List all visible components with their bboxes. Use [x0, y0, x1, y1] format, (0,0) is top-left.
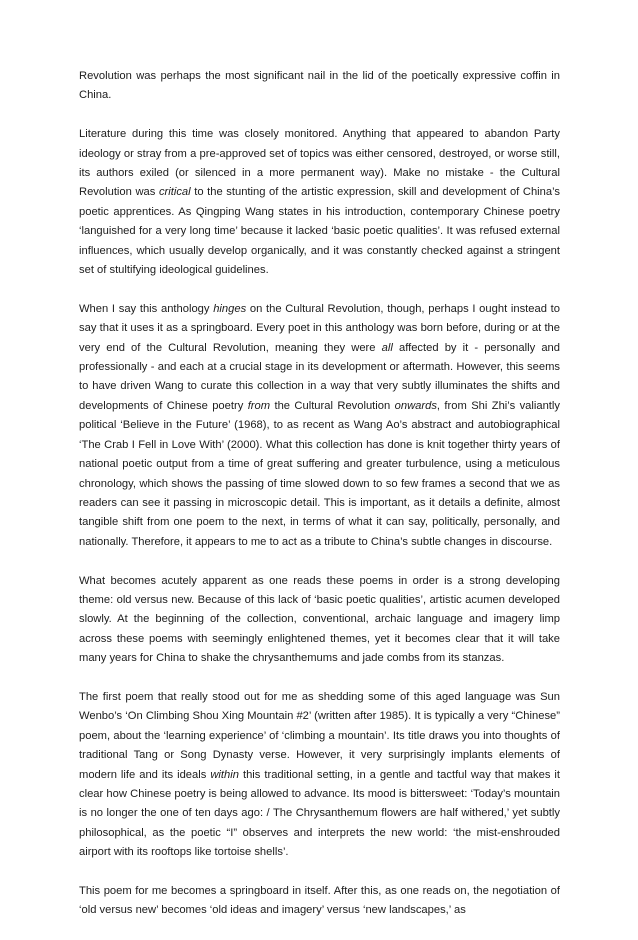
italic-emphasis-text: all [381, 341, 393, 354]
paragraph-text: on the Cultural Revolution, though, perhaps I ought instead to say that it uses it as a springboard. Every poet in this anthology was born before, during or at the very end of the Cultural Revolution, meaning they were [79, 302, 560, 354]
paragraph-text: Revolution was perhaps the most significant nail in the lid of the poetically expressive coffin in China. [79, 70, 560, 102]
body-paragraph [79, 688, 560, 863]
paragraph-text: the Cultural Revolution [270, 399, 395, 412]
paragraph-text: to the stunting of the artistic expression, skill and development of China’s poetic apprentices. As Qingping Wang states in his introduction, contemporary Chinese poetry ‘languished for a very long time’ because it lacked ‘basic poetic qualities’. It was refused external influences, which usually develop organically, and it was constantly checked against a stringent set of stultifying ideological guidelines. [79, 186, 560, 277]
body-paragraph [79, 882, 560, 921]
italic-emphasis-text: onwards [394, 399, 437, 412]
paragraph-text: , from Shi Zhi’s valiantly political ‘Believe in the Future’ (1968), to as recent as Wang Ao’s abstract and autobiographical ‘The Crab I Fell in Love With’ (2000). What this collection has done is knit together thirty years of national poetic output from a time of great suffering and greater turbulence, using a meticulous chronology, which shows the passing of time slowed down to so few frames a second that we as readers can see it passing in microscopic detail. This is important, as it details a definite, almost tangible shift from one poem to the next, in terms of what it can say, politically, personally, and nationally. Therefore, it appears to me to act as a tribute to China’s subtle changes in discourse. [79, 399, 560, 548]
paragraph-text: Literature during this time was closely monitored. Anything that appeared to abandon Party ideology or stray from a pre-approved set of topics was either censored, destroyed, or worse still, its authors exiled (or silenced in a more permanent way). Make no mistake - the Cultural Revolution was [79, 128, 560, 199]
paragraph-text: The first poem that really stood out for me as shedding some of this aged language was Sun Wenbo’s ‘On Climbing Shou Xing Mountain #2’ (written after 1985). It is typically a very “Chinese” poem, about the ‘learning experience’ of ‘climbing a mountain’. Its title draws you into thoughts of traditional Tang or Song Dynasty verse. However, it very surprisingly implants elements of modern life and its ideals [79, 690, 560, 781]
body-paragraph [79, 300, 560, 552]
paragraph-text: affected by it - personally and professionally - and each at a crucial stage in its development or aftermath. However, this seems to have driven Wang to curate this collection in a way that very subtly illuminates the shifts and developments of Chinese poetry [79, 341, 560, 412]
paragraph-text: What becomes acutely apparent as one reads these poems in order is a strong developing theme: old versus new. Because of this lack of ‘basic poetic qualities’, artistic acumen developed slowly. At the beginning of the collection, conventional, archaic language and imagery limp across these poems with seemingly enlightened themes, yet it becomes clear that it will take many years for China to shake the chrysanthemums and jade combs from its stanzas. [79, 574, 560, 665]
italic-emphasis-text: from [247, 399, 271, 412]
body-paragraph [79, 67, 560, 106]
document-page [79, 67, 560, 940]
body-paragraph [79, 125, 560, 280]
paragraph-text: When I say this anthology [79, 302, 214, 315]
italic-emphasis-text: critical [158, 186, 191, 199]
paragraph-text: this traditional setting, in a gentle and tactful way that makes it clear how Chinese poetry is being allowed to advance. Its mood is bittersweet: ‘Today’s mountain is no longer the one of ten days ago: / The Chrysanthemum flowers are half withered,’ yet subtly philosophical, as the poetic “I” observes and interprets the new world: ‘the mist-enshrouded airport with its rooftops like tortoise shells’. [79, 768, 561, 859]
body-paragraph [79, 572, 560, 669]
italic-emphasis-text: within [210, 768, 239, 781]
italic-emphasis-text: hinges [213, 302, 247, 315]
paragraph-text: This poem for me becomes a springboard in itself. After this, as one reads on, the negotiation of ‘old versus new’ becomes ‘old ideas and imagery’ versus ‘new landscapes,’ as [79, 884, 560, 917]
